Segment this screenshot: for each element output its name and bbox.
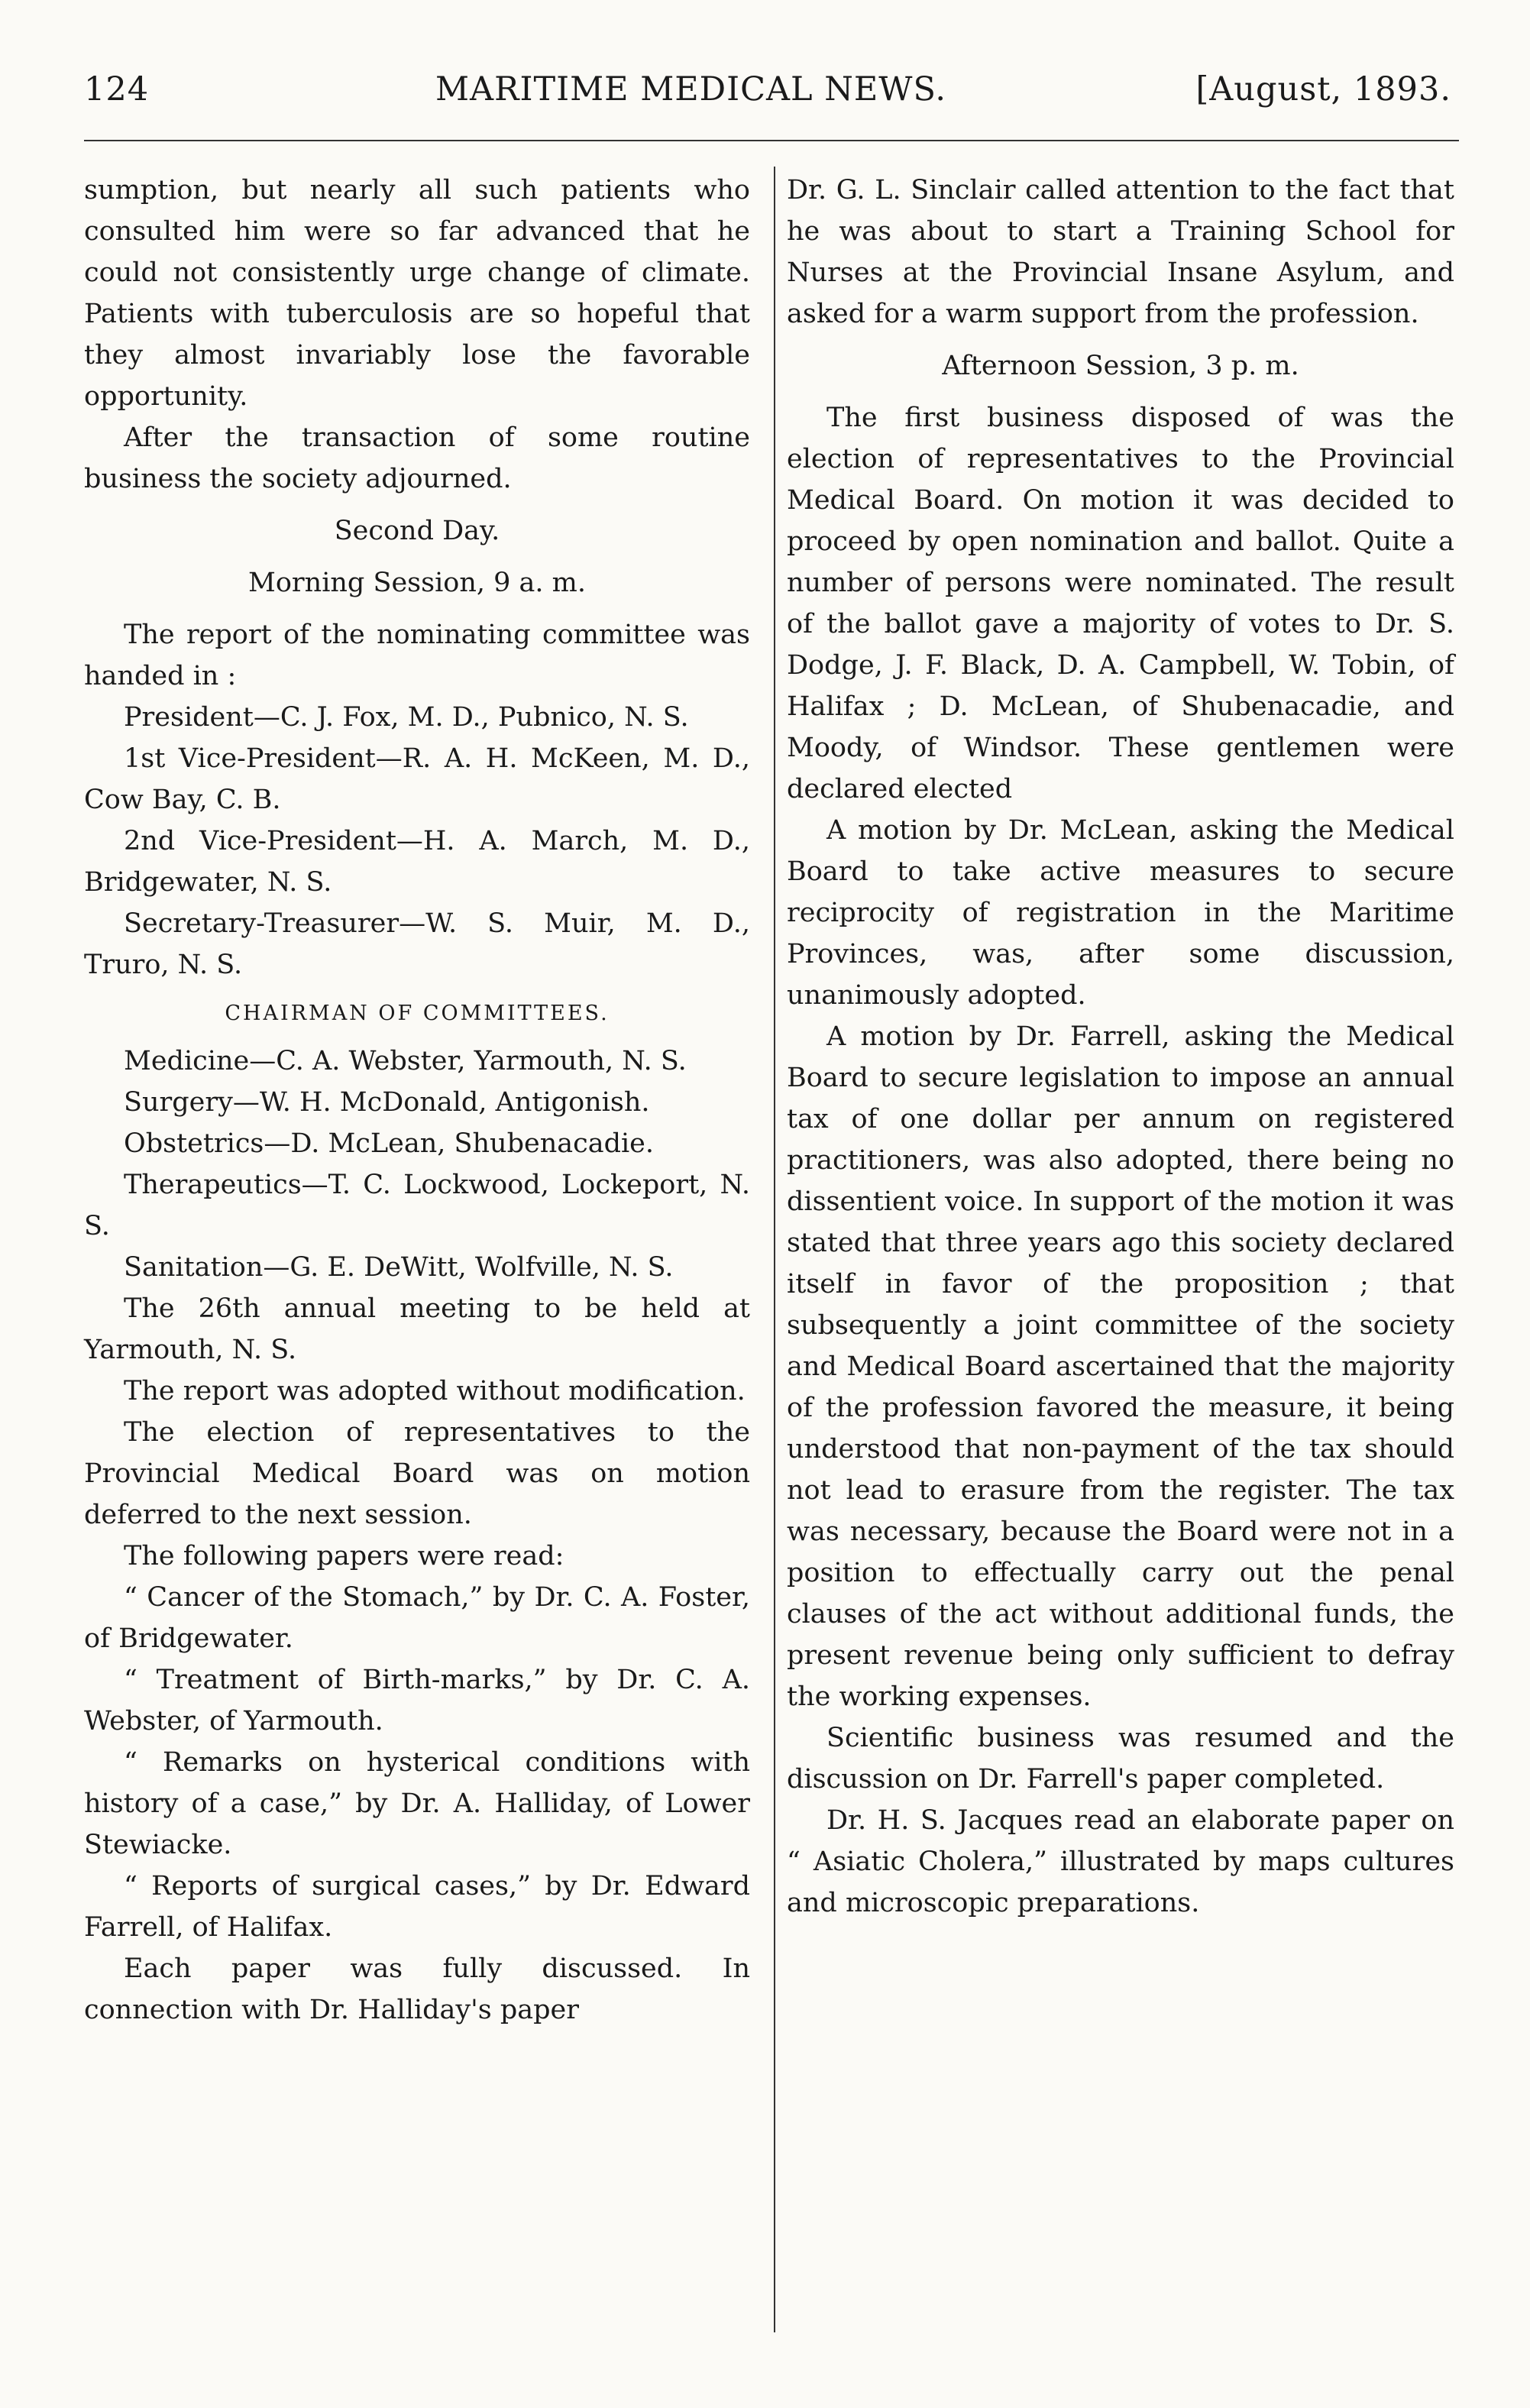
- journal-title: MARITIME MEDICAL NEWS.: [435, 70, 947, 108]
- paragraph: “ Reports of surgical cases,” by Dr. Edward Farrell, of Halifax.: [84, 1871, 750, 1943]
- paragraph: The report was adopted without modification.: [124, 1376, 746, 1406]
- left-column: [84, 170, 750, 2031]
- section-heading: Afternoon Session, 3 p. m.: [942, 351, 1299, 381]
- paragraph: Sanitation—G. E. DeWitt, Wolfville, N. S.: [124, 1252, 674, 1283]
- paragraph: Scientific business was resumed and the discussion on Dr. Farrell's paper completed.: [787, 1723, 1454, 1795]
- paragraph: After the transaction of some routine business the society adjourned.: [84, 422, 750, 494]
- page-number: 124: [84, 70, 150, 108]
- section-heading: Morning Session, 9 a. m.: [248, 568, 586, 598]
- paragraph: The election of representatives to the Provincial Medical Board was on motion deferred to the next session.: [84, 1417, 750, 1530]
- paragraph: The 26th annual meeting to be held at Yarmouth, N. S.: [84, 1293, 750, 1365]
- issue-date: [August, 1893.: [1195, 70, 1451, 108]
- paragraph: Dr. H. S. Jacques read an elaborate paper on “ Asiatic Cholera,” illustrated by maps cultures and microscopic preparations.: [787, 1805, 1454, 1918]
- paragraph: Dr. G. L. Sinclair called attention to the fact that he was about to start a Training School for Nurses at the Provincial Insane Asylum, and asked for a warm support from the profession.: [787, 175, 1454, 329]
- paragraph: 2nd Vice-President—H. A. March, M. D., Bridgewater, N. S.: [84, 826, 750, 898]
- right-column: [787, 170, 1454, 1924]
- section-heading: Second Day.: [334, 516, 500, 546]
- section-heading: CHAIRMAN OF COMMITTEES.: [225, 1002, 610, 1025]
- paragraph: sumption, but nearly all such patients who consulted him were so far advanced that he could not consistently urge change of climate. Patients with tuberculosis are so hopeful that they almost invariably lose the favorable opportunity.: [84, 175, 750, 412]
- header-rule: [84, 140, 1459, 141]
- paragraph: The following papers were read:: [124, 1541, 564, 1571]
- paragraph: President—C. J. Fox, M. D., Pubnico, N. S.: [124, 702, 689, 733]
- paragraph: Surgery—W. H. McDonald, Antigonish.: [124, 1087, 650, 1118]
- paragraph: A motion by Dr. McLean, asking the Medical Board to take active measures to secure reciprocity of registration in the Maritime Provinces, was, after some discussion, unanimously adopted.: [787, 815, 1454, 1011]
- paragraph: A motion by Dr. Farrell, asking the Medical Board to secure legislation to impose an annual tax of one dollar per annum on registered practitioners, was also adopted, there being no dissentient voice. In support of the motion it was stated that three years ago this society declared itself in favor of the proposition ; that subsequently a joint committee of the society and Medical Board ascertained that the majority of the profession favored the measure, it being understood that non-payment of the tax should not lead to erasure from the register. The tax was necessary, because the Board were not in a position to effectually carry out the penal clauses of the act without additional funds, the present revenue being only sufficient to defray the working expenses.: [787, 1021, 1454, 1712]
- paragraph: “ Remarks on hysterical conditions with history of a case,” by Dr. A. Halliday, of Lower Stewiacke.: [84, 1747, 750, 1860]
- column-divider: [774, 167, 775, 2332]
- paragraph: Secretary-Treasurer—W. S. Muir, M. D., Truro, N. S.: [84, 908, 750, 980]
- paragraph: “ Cancer of the Stomach,” by Dr. C. A. Foster, of Bridgewater.: [84, 1582, 750, 1654]
- paragraph: Each paper was fully discussed. In connection with Dr. Halliday's paper: [84, 1953, 750, 2025]
- paragraph: The report of the nominating committee was handed in :: [84, 620, 750, 691]
- paragraph: 1st Vice-President—R. A. H. McKeen, M. D., Cow Bay, C. B.: [84, 743, 750, 815]
- paragraph: Obstetrics—D. McLean, Shubenacadie.: [124, 1128, 655, 1159]
- running-header: [84, 70, 1459, 124]
- paragraph: Medicine—C. A. Webster, Yarmouth, N. S.: [124, 1046, 687, 1076]
- paragraph: Therapeutics—T. C. Lockwood, Lockeport, N. S.: [84, 1170, 750, 1241]
- paragraph: “ Treatment of Birth-marks,” by Dr. C. A. Webster, of Yarmouth.: [84, 1665, 750, 1736]
- paragraph: The first business disposed of was the election of representatives to the Provincial Medical Board. On motion it was decided to proceed by open nomination and ballot. Quite a number of persons were nominated. The result of the ballot gave a majority of votes to Dr. S. Dodge, J. F. Black, D. A. Campbell, W. Tobin, of Halifax ; D. McLean, of Shubenacadie, and Moody, of Windsor. These gentlemen were declared elected: [787, 403, 1454, 804]
